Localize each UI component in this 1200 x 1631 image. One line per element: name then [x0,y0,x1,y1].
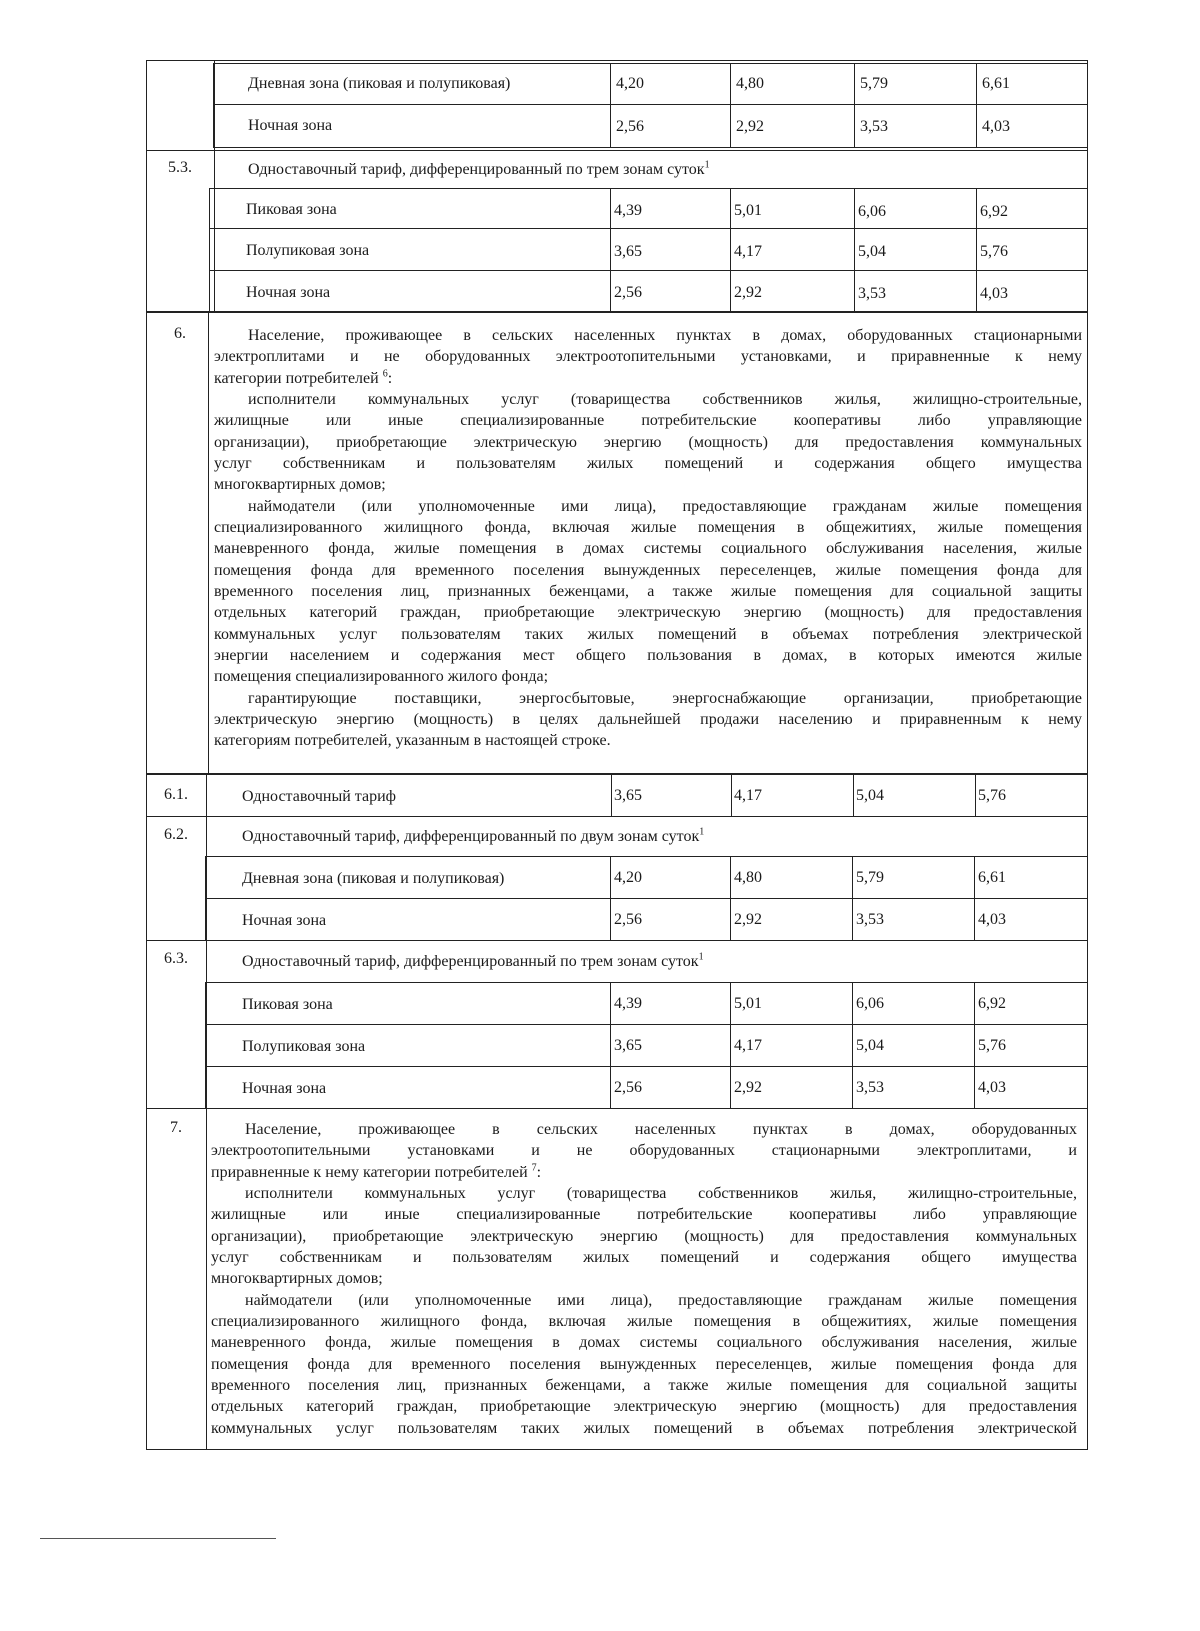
value-cell: 4,17 [734,1037,762,1054]
row-label: Пиковая зона [242,996,333,1013]
value-cell: 5,76 [980,243,1008,260]
value-cell: 4,03 [978,1079,1006,1096]
row-number: 5.3. [168,159,192,176]
row-label: Ночная зона [242,1080,327,1097]
value-cell: 2,92 [734,284,762,301]
value-cell: 2,56 [614,911,642,928]
row-label: Ночная зона [248,117,333,134]
value-cell: 3,53 [858,285,886,302]
row-label: Пиковая зона [246,201,337,218]
value-cell: 2,56 [614,284,642,301]
value-cell: 4,20 [614,869,642,886]
value-cell: 4,80 [736,75,764,92]
value-cell: 5,79 [856,869,884,886]
value-cell: 4,20 [616,75,644,92]
value-cell: 3,65 [614,1037,642,1054]
row-label: Одноставочный тариф [242,788,397,805]
value-cell: 4,03 [982,118,1010,135]
value-cell: 2,92 [734,911,762,928]
value-cell: 2,92 [734,1079,762,1096]
value-cell: 4,80 [734,869,762,886]
value-cell: 5,79 [860,75,888,92]
row-number: 6.1. [164,786,188,803]
value-cell: 4,17 [734,787,762,804]
value-cell: 3,65 [614,787,642,804]
section-title-6-2: Одноставочный тариф, дифференцированный по двум зонам суток$^1$ [242,826,705,845]
value-cell: 6,61 [978,869,1006,886]
value-cell: 3,53 [860,118,888,135]
row-number: 6.2. [164,826,188,843]
value-cell: 5,76 [978,787,1006,804]
row-label: Ночная зона [246,284,331,301]
value-cell: 4,03 [980,285,1008,302]
value-cell: 4,03 [978,911,1006,928]
value-cell: 4,39 [614,202,642,219]
value-cell: 2,92 [736,118,764,135]
row-number: 7. [170,1119,182,1136]
value-cell: 5,04 [856,787,884,804]
value-cell: 4,39 [614,995,642,1012]
value-cell: 6,92 [978,995,1006,1012]
value-cell: 6,06 [858,203,886,220]
value-cell: 3,65 [614,243,642,260]
value-cell: 2,56 [614,1079,642,1096]
row-label: Дневная зона (пиковая и полупиковая) [242,870,505,887]
value-cell: 5,01 [734,995,762,1012]
row-label: Полупиковая зона [242,1038,366,1055]
value-cell: 6,61 [982,75,1010,92]
row-label: Ночная зона [242,912,327,929]
row-label: Дневная зона (пиковая и полупиковая) [248,75,511,92]
value-cell: 6,06 [856,995,884,1012]
row-number: 6.3. [164,950,188,967]
value-cell: 5,04 [858,243,886,260]
value-cell: 3,53 [856,1079,884,1096]
value-cell: 4,17 [734,243,762,260]
value-cell: 3,53 [856,911,884,928]
value-cell: 2,56 [616,118,644,135]
value-cell: 5,01 [734,202,762,219]
row-number: 6. [174,325,186,342]
value-cell: 5,76 [978,1037,1006,1054]
value-cell: 6,92 [980,203,1008,220]
section-title-5-3: Одноставочный тариф, дифференцированный по трем зонам суток$^1$ [248,159,710,178]
value-cell: 5,04 [856,1037,884,1054]
section-title-6-3: Одноставочный тариф, дифференцированный по трем зонам суток$^1$ [242,951,704,970]
footnote-separator [40,1538,276,1539]
row-label: Полупиковая зона [246,242,370,259]
